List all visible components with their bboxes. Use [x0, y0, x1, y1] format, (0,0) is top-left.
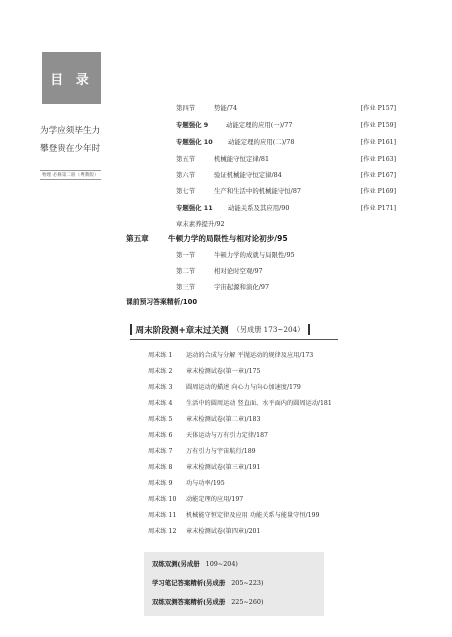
weekly-item[interactable]: [148, 510, 319, 519]
chapter-label: 第五章: [126, 234, 149, 243]
supplement-range: 205~223): [231, 579, 264, 587]
supplement-name: 学习笔记答案精析(另成册: [152, 579, 226, 587]
weekly-title: 周末阶段测+章末过关测: [135, 325, 229, 336]
answer-key-entry[interactable]: 课前预习答案精析/100: [126, 298, 198, 306]
toc-entry-ref: [作业 P159]: [360, 122, 396, 129]
toc-entry[interactable]: [176, 120, 292, 129]
weekly-item[interactable]: [148, 478, 225, 487]
weekly-item-no: 周末练 12: [148, 528, 177, 535]
toc-entry-title: 相对论时空观/97: [214, 267, 263, 275]
weekly-item-no: 周末练 11: [148, 512, 177, 519]
slogan-line-1: 为学应须毕生力: [40, 126, 101, 136]
toc-entry-ref: [作业 P163]: [360, 156, 396, 163]
toc-entry[interactable]: [176, 250, 295, 259]
toc-entry-title: 动能定理的应用(一)/77: [226, 121, 293, 129]
toc-entry-title: 章末素养提升/92: [176, 220, 225, 228]
chapter-title: 牛顿力学的局限性与相对论初步/95: [168, 234, 288, 243]
toc-entry[interactable]: [176, 203, 289, 212]
toc-entry[interactable]: [176, 137, 294, 146]
weekly-item[interactable]: [148, 382, 301, 391]
toc-entry-section: 第七节: [176, 187, 196, 195]
toc-entry-ref: [作业 P171]: [360, 205, 396, 212]
toc-entry-ref: [作业 P169]: [360, 188, 396, 195]
toc-entry-title: 牛顿力学的成就与局限性/95: [214, 251, 295, 259]
toc-entry-title: 势能/74: [214, 104, 238, 112]
toc-entry-section: 专题强化 9: [176, 121, 209, 129]
weekly-item-title: 章末检测试卷(第二章)/183: [186, 416, 261, 423]
supplement-range: 109~204): [205, 560, 238, 568]
chapter-heading[interactable]: [126, 233, 288, 244]
toc-entry-title: 动能定理的应用(二)/78: [228, 138, 295, 146]
divider: [130, 339, 338, 340]
weekly-subtitle: （另成册 173~204）: [232, 324, 305, 334]
weekly-item-title: 章末检测试卷(第四章)/201: [186, 528, 261, 535]
weekly-item[interactable]: [148, 526, 260, 535]
toc-entry[interactable]: [176, 219, 225, 228]
weekly-item[interactable]: [148, 366, 260, 375]
weekly-item-no: 周末练 3: [148, 384, 173, 391]
slogan: [40, 122, 140, 158]
toc-entry[interactable]: [176, 154, 269, 163]
weekly-item[interactable]: [148, 350, 313, 359]
weekly-item[interactable]: [148, 398, 332, 407]
toc-entry-section: 第五节: [176, 155, 196, 163]
toc-entry-section: 第六节: [176, 171, 196, 179]
weekly-item-no: 周末练 2: [148, 368, 173, 375]
toc-entry[interactable]: [176, 103, 237, 112]
toc-entry[interactable]: [176, 266, 263, 275]
toc-entry[interactable]: [176, 170, 282, 179]
toc-entry-ref: [作业 P157]: [360, 105, 396, 112]
weekly-item[interactable]: [148, 430, 268, 439]
weekly-item-no: 周末练 7: [148, 448, 173, 455]
supplement-name: 双练双测(另成册: [152, 560, 200, 568]
weekly-item-title: 机械能守恒定律及应用 功能关系与能量守恒/199: [186, 512, 320, 519]
toc-entry-section: 第二节: [176, 267, 196, 275]
weekly-item-title: 天体运动与万有引力定律/187: [186, 432, 268, 439]
weekly-item-title: 章末检测试卷(第三章)/191: [186, 464, 261, 471]
toc-entry-title: 生产和生活中的机械能守恒/87: [214, 187, 301, 195]
weekly-item[interactable]: [148, 446, 256, 455]
weekly-item-title: 万有引力与宇宙航行/189: [186, 448, 256, 455]
weekly-item[interactable]: [148, 462, 260, 471]
weekly-section-header: [130, 322, 310, 337]
supplement-item[interactable]: [152, 559, 238, 568]
toc-entry-title: 机械能守恒定律/81: [214, 155, 270, 163]
toc-title-box: [42, 52, 101, 104]
weekly-item-title: 运动的合成与分解 平抛运动的规律及应用/173: [186, 352, 314, 359]
toc-title: 目 录: [50, 72, 93, 88]
toc-entry-title: 验证机械能守恒定律/84: [214, 171, 282, 179]
toc-entry-section: 第四节: [176, 104, 196, 112]
weekly-item-no: 周末练 9: [148, 480, 173, 487]
toc-entry[interactable]: [176, 282, 269, 291]
volume-tag: 物理 必修第二册（粤教版）: [40, 170, 101, 180]
weekly-item-no: 周末练 5: [148, 416, 173, 423]
toc-entry-section: 专题强化 10: [176, 138, 213, 146]
weekly-item-title: 生活中的圆周运动 竖直面、水平面内的圆周运动/181: [186, 400, 332, 407]
supplement-item[interactable]: [152, 578, 263, 587]
weekly-item-title: 圆周运动的描述 向心力与向心加速度/179: [186, 384, 301, 391]
weekly-item-no: 周末练 4: [148, 400, 173, 407]
toc-entry-title: 动能关系及其应用/90: [228, 204, 290, 212]
weekly-item-title: 章末检测试卷(第一章)/175: [186, 368, 261, 375]
toc-entry-section: 第一节: [176, 251, 196, 259]
weekly-item[interactable]: [148, 414, 260, 423]
supplement-range: 225~260): [231, 598, 264, 606]
weekly-item[interactable]: [148, 494, 243, 503]
toc-entry[interactable]: [176, 186, 301, 195]
toc-entry-ref: [作业 P161]: [360, 139, 396, 146]
weekly-item-title: 功与功率/195: [186, 480, 225, 487]
weekly-item-no: 周末练 10: [148, 496, 177, 503]
header-bar-right: [308, 324, 310, 335]
weekly-item-no: 周末练 6: [148, 432, 173, 439]
weekly-item-no: 周末练 1: [148, 352, 173, 359]
toc-entry-section: 第三节: [176, 283, 196, 291]
toc-entry-ref: [作业 P167]: [360, 172, 396, 179]
slogan-line-2: 攀登贵在少年时: [40, 144, 101, 154]
weekly-item-no: 周末练 8: [148, 464, 173, 471]
supplement-item[interactable]: [152, 597, 263, 606]
supplement-name: 双练双测答案精析(另成册: [152, 598, 226, 606]
toc-entry-section: 专题强化 11: [176, 204, 213, 212]
weekly-item-title: 动能定理的应用/197: [186, 496, 244, 503]
toc-entry-title: 宇宙起源和演化/97: [214, 283, 270, 291]
